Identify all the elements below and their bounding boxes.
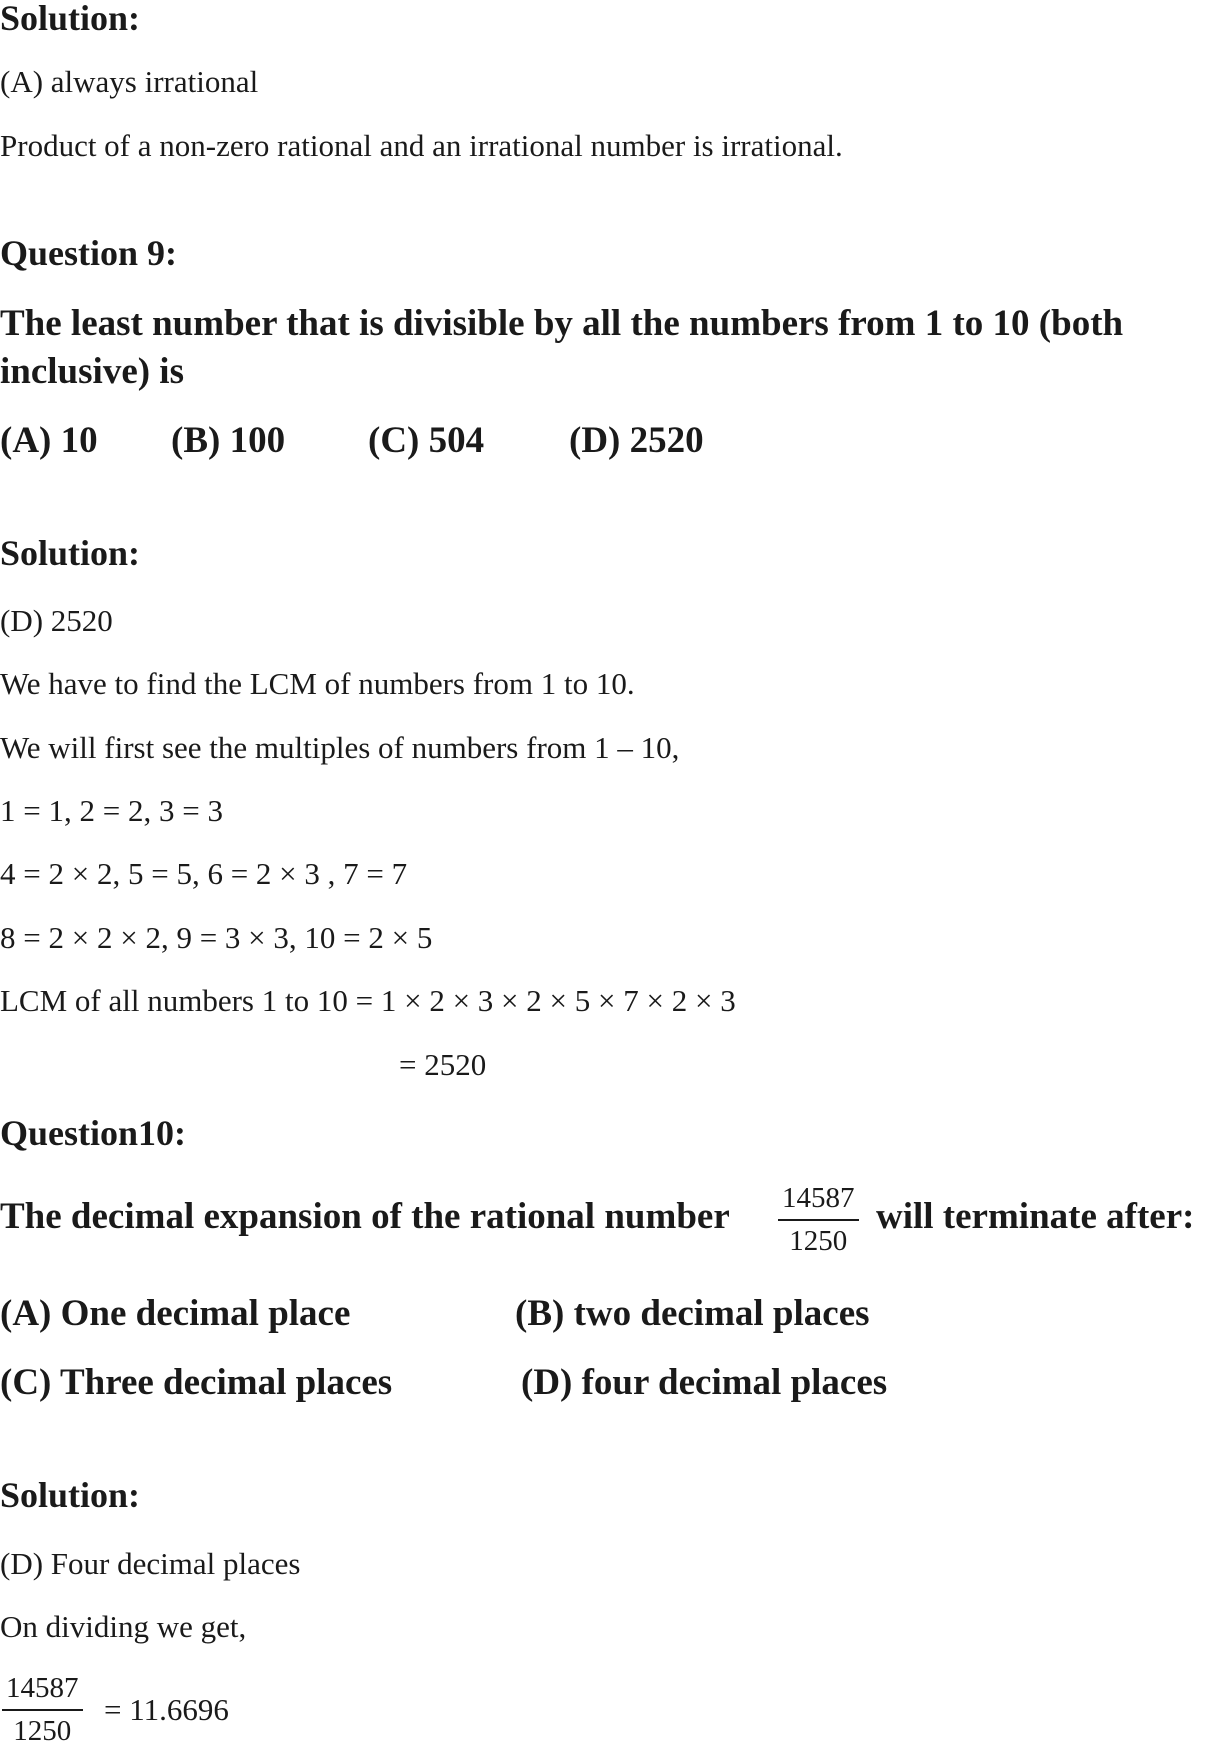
fraction-numerator: 14587 [2, 1674, 83, 1711]
question-9-option-c: (C) 504 [368, 420, 485, 461]
solution-line: 4 = 2 × 2, 5 = 5, 6 = 2 × 3 , 7 = 7 [0, 856, 408, 891]
solution-line: = 2520 [399, 1047, 487, 1082]
dividing-text: On dividing we get, [0, 1609, 247, 1644]
question-9-solution-heading: Solution: [0, 533, 141, 573]
solution-line: We will first see the multiples of numbers from 1 – 10, [0, 730, 680, 765]
solution-line: We have to find the LCM of numbers from 1 to 10. [0, 666, 635, 701]
question-9-text-line2: inclusive) is [0, 351, 184, 392]
prev-solution-heading: Solution: [0, 0, 141, 38]
question-9-text-line1: The least number that is divisible by all the numbers from 1 to 10 (both [0, 303, 1124, 344]
question-10-option-c: (C) Three decimal places [0, 1362, 393, 1403]
question-10-option-b: (B) two decimal places [515, 1293, 870, 1334]
solution-line: LCM of all numbers 1 to 10 = 1 × 2 × 3 × 2 × 5 × 7 × 2 × 3 [0, 983, 736, 1018]
fraction-numerator: 14587 [778, 1184, 859, 1221]
solution-line: 1 = 1, 2 = 2, 3 = 3 [0, 793, 223, 828]
question-9-heading: Question 9: [0, 233, 178, 273]
question-10-answer: (D) Four decimal places [0, 1546, 301, 1581]
question-10-fraction [778, 1184, 859, 1256]
question-10-text-before: The decimal expansion of the rational number [0, 1196, 730, 1237]
result-fraction [2, 1674, 83, 1746]
question-10-option-d: (D) four decimal places [521, 1362, 888, 1403]
prev-solution-explanation: Product of a non-zero rational and an irrational number is irrational. [0, 128, 843, 163]
fraction-denominator: 1250 [13, 1715, 72, 1747]
question-9-answer: (D) 2520 [0, 603, 113, 638]
prev-solution-answer: (A) always irrational [0, 64, 259, 99]
question-10-heading: Question10: [0, 1113, 187, 1153]
fraction-denominator: 1250 [789, 1225, 848, 1257]
question-10-text-after: will terminate after: [876, 1196, 1195, 1237]
division-result: = 11.6696 [104, 1692, 229, 1727]
question-9-option-a: (A) 10 [0, 420, 98, 461]
question-10-option-a: (A) One decimal place [0, 1293, 351, 1334]
question-10-solution-heading: Solution: [0, 1475, 141, 1515]
question-9-option-b: (B) 100 [171, 420, 286, 461]
solution-line: 8 = 2 × 2 × 2, 9 = 3 × 3, 10 = 2 × 5 [0, 920, 433, 955]
question-9-option-d: (D) 2520 [569, 420, 704, 461]
